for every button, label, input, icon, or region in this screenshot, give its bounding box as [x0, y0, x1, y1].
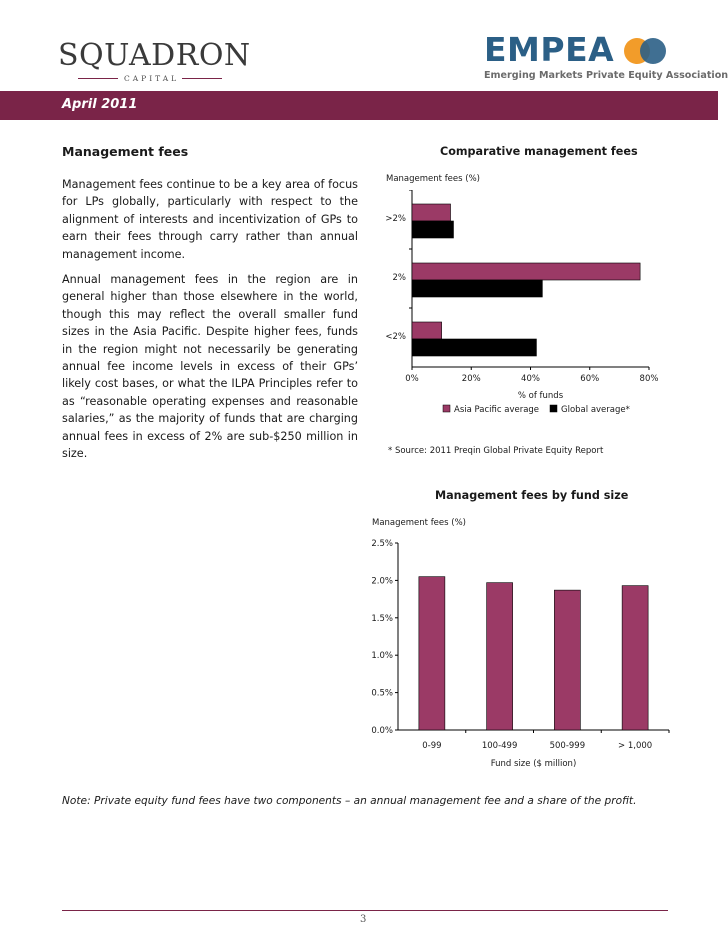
chart2-y-tick-label: 0.0%: [371, 726, 393, 736]
chart2-category-label: 0-99: [422, 741, 442, 751]
chart1-x-tick-label: 60%: [580, 374, 600, 384]
chart1-title: Comparative management fees: [440, 145, 638, 158]
empea-logo: [484, 30, 728, 86]
chart2-category-label: 500-999: [549, 741, 586, 751]
chart1-legend-label: Global average*: [561, 405, 630, 415]
logo-right-sub: Emerging Markets Private Equity Association: [484, 70, 728, 81]
squadron-capital-logo: [58, 38, 251, 86]
logo-right-main: EMPEA: [484, 30, 615, 69]
chart1-bar: [412, 204, 451, 221]
chart2-title: Management fees by fund size: [435, 489, 629, 502]
chart1-category-label: >2%: [385, 214, 406, 224]
chart1-legend-swatch: [550, 405, 557, 412]
chart1-legend-swatch: [443, 405, 450, 412]
chart1-bar: [412, 322, 442, 339]
logo-left-rule: [182, 78, 222, 79]
chart2-y-tick-label: 0.5%: [371, 688, 393, 699]
chart2-y-tick-label: 2.5%: [371, 539, 393, 549]
section-title: Management fees: [62, 144, 189, 159]
chart2-bar: [487, 583, 513, 730]
chart2-xlabel: Fund size ($ million): [490, 759, 577, 769]
chart1-category-label: <2%: [385, 332, 406, 342]
footnote: Note: Private equity fund fees have two components – an annual management fee and a share of the profit.: [62, 795, 637, 807]
chart1-bar: [412, 280, 542, 297]
chart1-bar: [412, 339, 536, 356]
chart1-legend-label: Asia Pacific average: [454, 405, 540, 415]
chart1-source: * Source: 2011 Preqin Global Private Equity Report: [388, 446, 604, 456]
chart1-bar: [412, 263, 640, 280]
chart1-ylabel: Management fees (%): [386, 174, 480, 184]
chart2-category-label: > 1,000: [618, 741, 653, 751]
logo-left-sub: CAPITAL: [124, 74, 180, 83]
logo-left-rule: [78, 78, 118, 79]
footer-rule: [62, 910, 668, 911]
logo-left-main: SQUADRON: [58, 38, 251, 73]
chart2-y-tick-label: 1.0%: [371, 651, 393, 662]
chart1-x-tick-label: 40%: [521, 374, 540, 384]
chart1-x-tick-label: 0%: [405, 374, 419, 384]
chart1-bar: [412, 221, 453, 238]
comparative-fees-chart: [378, 190, 678, 430]
chart1-x-tick-label: 20%: [461, 374, 481, 384]
chart2-bar: [622, 586, 648, 730]
chart2-bar: [419, 577, 445, 730]
date-band: [0, 91, 718, 120]
chart2-y-tick-label: 2.0%: [371, 576, 393, 587]
fees-by-fund-size-chart: [366, 535, 676, 780]
page-number: 3: [360, 914, 367, 925]
chart1-xlabel: % of funds: [517, 391, 564, 401]
chart2-ylabel: Management fees (%): [372, 518, 466, 528]
blue-circle-icon: [640, 38, 666, 64]
chart1-x-tick-label: 80%: [639, 374, 659, 384]
chart2-bar: [554, 590, 580, 730]
paragraph-2: Annual management fees in the region are in general higher than those elsewhere in the world, though this may reflect the overall smaller fund sizes in the Asia Pacific. Despite higher fees, funds in the region might not necessarily be generating annual fee income levels in excess of their GPs’ likely cost bases, or what the ILPA Principles refer to as “reasonable operating expenses and reasonable salaries,” as the majority of funds that are charging annual fees in excess of 2% are sub-$250 million in size.: [62, 273, 358, 461]
paragraph-1: Management fees continue to be a key area of focus for LPs globally, particularly with respect to the alignment of interests and incentivization of GPs to earn their fees through carry rather than annual management income.: [62, 178, 358, 261]
chart2-y-tick-label: 1.5%: [371, 613, 393, 624]
chart2-category-label: 100-499: [481, 741, 518, 751]
report-date: April 2011: [62, 97, 138, 112]
chart1-category-label: 2%: [392, 273, 406, 283]
